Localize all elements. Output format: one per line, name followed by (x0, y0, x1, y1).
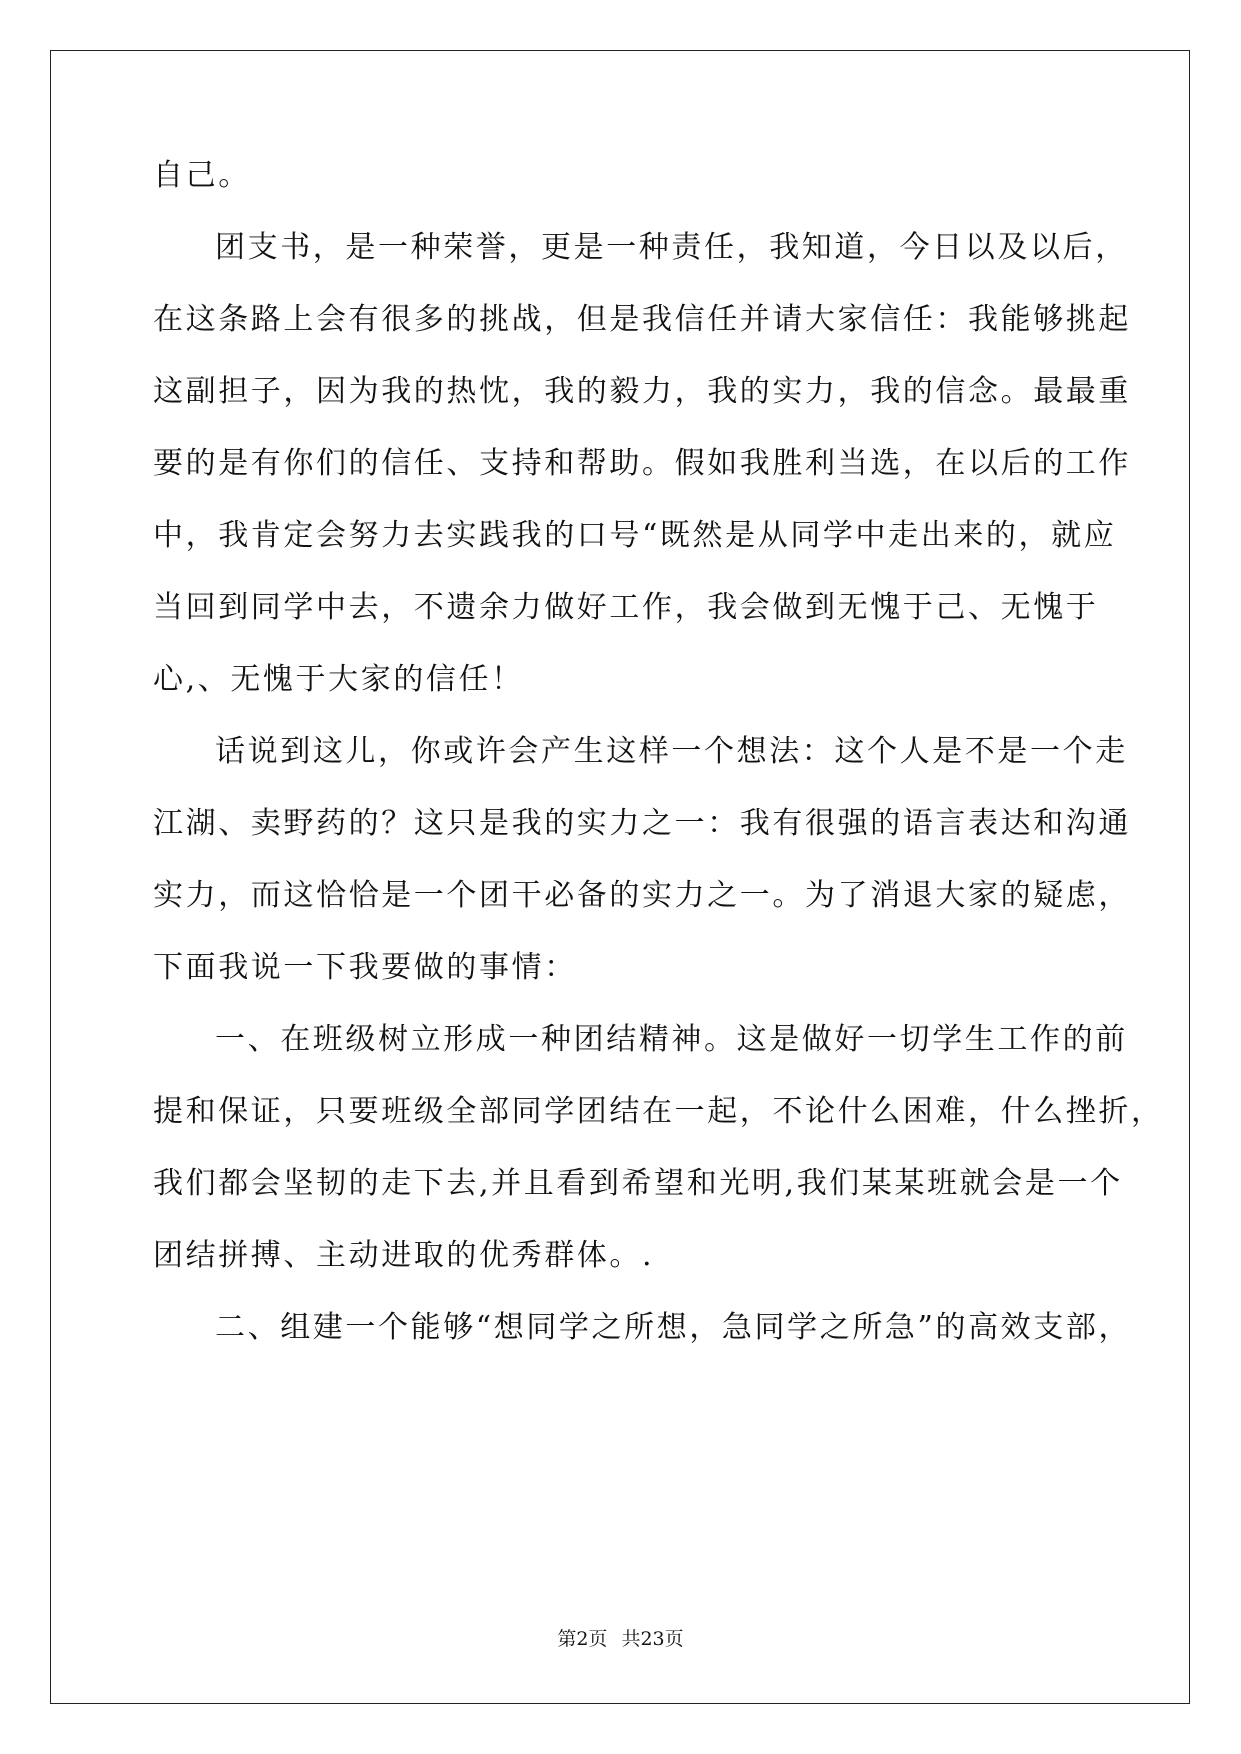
text-line: 要的是有你们的信任、支持和帮助。假如我胜利当选，在以后的工作 (153, 446, 1131, 481)
paragraph-start-line: 一、在班级树立形成一种团结精神。这是做好一切学生工作的前 (215, 1022, 1128, 1057)
text-line: 中，我肯定会努力去实践我的口号“既然是从同学中走出来的，就应 (153, 518, 1117, 553)
page-footer (0, 1627, 1241, 1651)
text-line: 在这条路上会有很多的挑战，但是我信任并请大家信任：我能够挑起 (153, 302, 1131, 337)
text-line: 团结拼搏、主动进取的优秀群体。. (153, 1238, 655, 1273)
text-line: 心,、无愧于大家的信任！ (153, 662, 524, 697)
total-pages: 共23页 (621, 1628, 684, 1650)
page-number: 第2页 (557, 1628, 608, 1650)
text-line: 下面我说一下我要做的事情： (153, 950, 577, 985)
text-line: 自己。 (153, 158, 251, 193)
text-line: 江湖、卖野药的？这只是我的实力之一：我有很强的语言表达和沟通 (153, 806, 1131, 841)
text-line: 实力，而这恰恰是一个团干必备的实力之一。为了消退大家的疑虑， (153, 878, 1131, 913)
paragraph-start-line: 团支书，是一种荣誉，更是一种责任，我知道，今日以及以后， (215, 230, 1128, 265)
text-line: 当回到同学中去，不遗余力做好工作，我会做到无愧于己、无愧于 (153, 590, 1099, 625)
paragraph-start-line: 话说到这儿，你或许会产生这样一个想法：这个人是不是一个走 (215, 734, 1128, 769)
paragraph-start-line: 二、组建一个能够“想同学之所想，急同学之所急”的高效支部， (215, 1310, 1132, 1345)
text-line: 这副担子，因为我的热忱，我的毅力，我的实力，我的信念。最最重 (153, 374, 1131, 409)
text-line: 提和保证，只要班级全部同学团结在一起，不论什么困难，什么挫折， (153, 1094, 1164, 1129)
text-line: 我们都会坚韧的走下去,并且看到希望和光明,我们某某班就会是一个 (153, 1166, 1123, 1201)
